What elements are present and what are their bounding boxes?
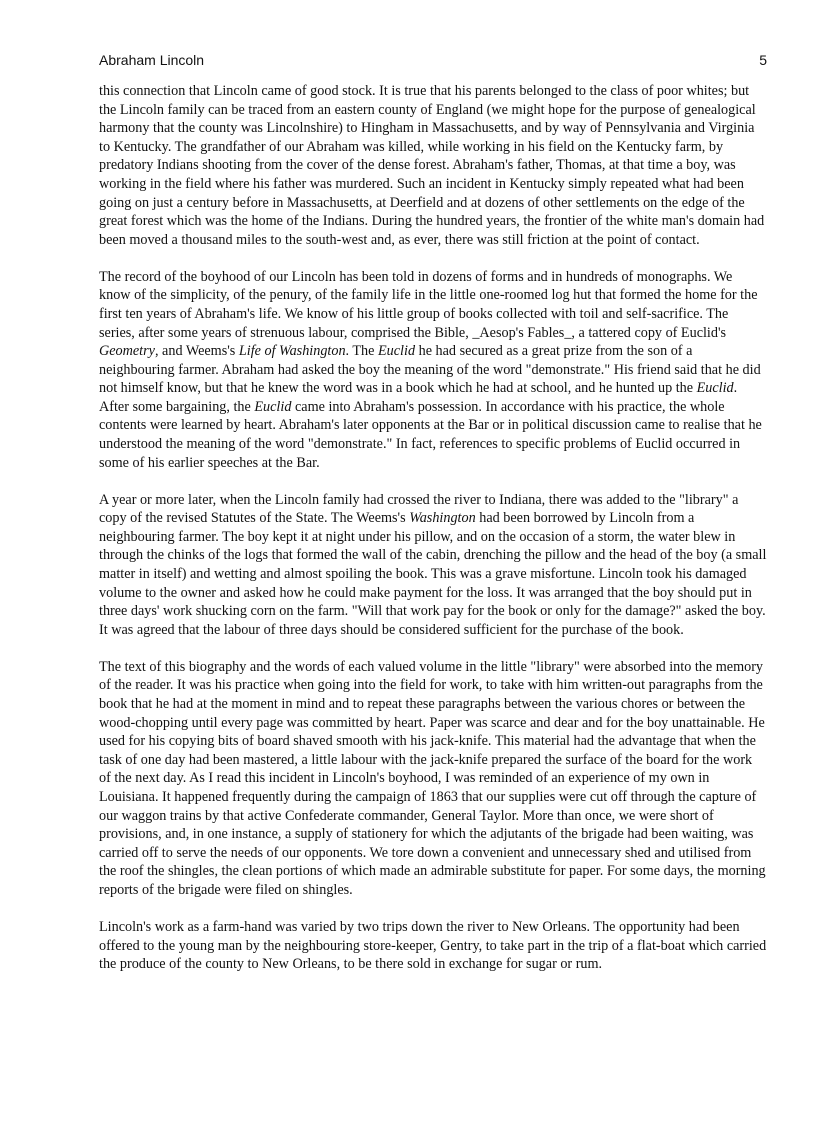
text-run: The record of the boyhood of our Lincoln has been told in dozens of forms and in hundreds of monographs. We know of the simplicity, of the penury, of the family life in the little one-roomed log hut that formed the home for the first ten years of Abraham's life. We know of his little group of books collected with toil and self-sacrifice. The series, after some years of strenuous labour, comprised the Bible, _Aesop's Fables_, a tattered copy of Euclid's — [99, 268, 758, 341]
paragraph — [99, 918, 767, 974]
running-header — [99, 52, 767, 72]
paragraph — [99, 82, 767, 249]
paragraph — [99, 268, 767, 473]
italic-title: Euclid — [378, 343, 416, 360]
text-run: The text of this biography and the words of each valued volume in the little "library" were absorbed into the memory of the reader. It was his practice when going into the field for work, to take with him written-out paragraphs from the book that he had at the moment in mind and to repeat these paragraphs between the various chores or between the wood-chopping until every page was committed by heart. Paper was scarce and dear and for the boy unattainable. He used for his copying bits of board shaved smooth with his jack-knife. This material had the advantage that when the task of one day had been mastered, a little labour with the jack-knife prepared the surface of the board for the work of the next day. As I read this incident in Lincoln's boyhood, I was reminded of an experience of my own in Louisiana. It happened frequently during the campaign of 1863 that our supplies were cut off through the capture of our waggon trains by that active Confederate commander, General Taylor. More than once, we were short of provisions, and, in one instance, a supply of stationery for which the adjutants of the brigade had been waiting, was carried off to serve the needs of our opponents. We tore down a convenient and unnecessary shed and utilised from the roof the shingles, the clean portions of which made an admirable substitute for paper. For some days, the morning reports of the brigade were filed on shingles. — [99, 658, 766, 898]
italic-title: Life of Washington — [238, 343, 346, 360]
text-run: Lincoln's work as a farm-hand was varied by two trips down the river to New Orleans. The opportunity had been offered to the young man by the neighbouring store-keeper, Gentry, to take part in the trip of a flat-boat which carried the produce of the county to New Orleans, to be there sold in exchange for sugar or rum. — [99, 918, 767, 973]
italic-title: Washington — [409, 510, 476, 527]
paragraph — [99, 658, 767, 900]
text-run: had been borrowed by Lincoln from a neighbouring farmer. The boy kept it at night under his pillow, and on the occasion of a storm, the water blew in through the chinks of the logs that formed the wall of the cabin, drenching the pillow and the head of the boy (a small matter in itself) and wetting and almost spoiling the book. This was a grave misfortune. Lincoln took his damaged volume to the owner and asked how he could make payment for the loss. It was arranged that the boy should put in three days' work shucking corn on the farm. "Will that work pay for the book or only for the damage?" asked the boy. It was agreed that the labour of three days should be considered sufficient for the purchase of the book. — [99, 510, 767, 638]
text-run: A year or more later, when the Lincoln family had crossed the river to Indiana, there was added to the "library" a copy of the revised Statutes of the State. The Weems's — [99, 491, 739, 527]
text-run: . After some bargaining, the — [99, 380, 738, 415]
italic-title: Euclid — [696, 380, 734, 397]
text-run: came into Abraham's possession. In accordance with his practice, the whole contents were learned by heart. Abraham's later opponents at the Bar or in political discussion came to realise that he understood the meaning of the word "demonstrate." In fact, references to specific problems of Euclid occurred in some of his earlier speeches at the Bar. — [99, 398, 762, 471]
page-number: 5 — [759, 52, 767, 68]
text-run: . The — [345, 343, 378, 360]
text-run: he had secured as a great prize from the son of a neighbouring farmer. Abraham had asked the boy the meaning of the word "demonstrate." His friend said that he did not himself know, but that he knew the word was in a book which he had at school, and he hunted up the — [99, 343, 761, 397]
italic-title: Euclid — [254, 398, 292, 415]
paragraph — [99, 491, 767, 640]
body-text — [99, 82, 767, 992]
text-run: this connection that Lincoln came of good stock. It is true that his parents belonged to the class of poor whites; but the Lincoln family can be traced from an eastern county of England (we might hope for the purpose of genealogical harmony that the county was Lincolnshire) to Hingham in Massachusetts, and by way of Pennsylvania and Virginia to Kentucky. The grandfather of our Abraham was killed, while working in his field on the Kentucky farm, by predatory Indians shooting from the cover of the dense forest. Abraham's father, Thomas, at that time a boy, was working in the field where his father was murdered. Such an incident in Kentucky simply repeated what had been going on just a century before in Massachusetts, at Deerfield and at dozens of other settlements on the edge of the great forest which was the home of the Indians. During the hundred years, the frontier of the white man's domain had been moved a thousand miles to the south-west and, as ever, there was still friction at the point of contact. — [99, 83, 765, 248]
running-title: Abraham Lincoln — [99, 52, 205, 68]
italic-title: Geometry — [99, 343, 155, 360]
text-run: , and Weems's — [154, 343, 239, 360]
